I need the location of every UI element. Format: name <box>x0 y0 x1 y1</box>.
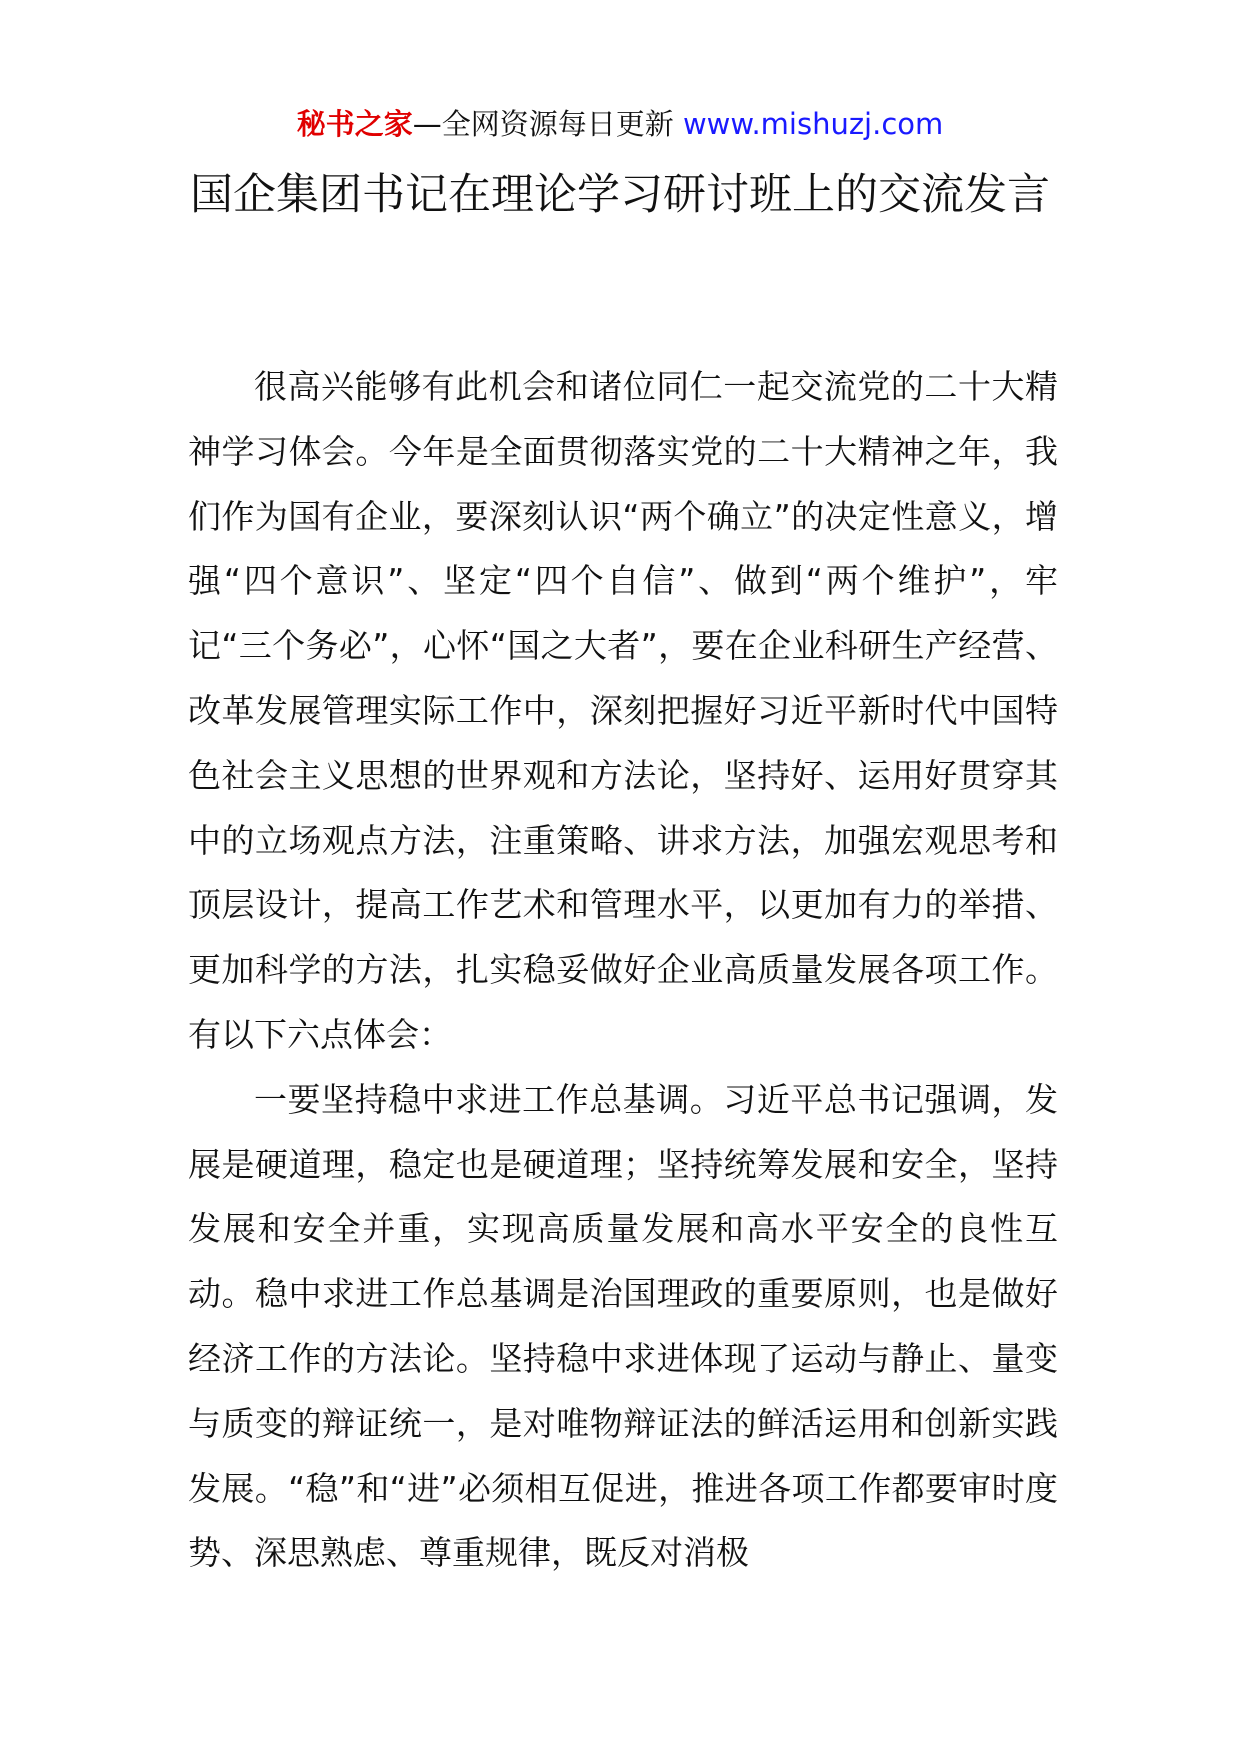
site-url-link[interactable]: www.mishuzj.com <box>682 107 944 141</box>
site-header <box>0 98 1240 150</box>
document-body <box>188 355 1058 1586</box>
paragraph-point-one: 一要坚持稳中求进工作总基调。习近平总书记强调，发展是硬道理，稳定也是硬道理；坚持统筹发展和安全，坚持发展和安全并重，实现高质量发展和高水平安全的良性互动。稳中求进工作总基调是治国理政的重要原则，也是做好经济工作的方法论。坚持稳中求进体现了运动与静止、量变与质变的辩证统一，是对唯物辩证法的鲜活运用和创新实践发展。“稳”和“进”必须相互促进，推进各项工作都要审时度势、深思熟虑、尊重规律，既反对消极 <box>188 1079 1058 1573</box>
document-title: 国企集团书记在理论学习研讨班上的交流发言 <box>190 170 1050 220</box>
paragraph-intro: 很高兴能够有此机会和诸位同仁一起交流党的二十大精神学习体会。今年是全面贯彻落实党的二十大精神之年，我们作为国有企业，要深刻认识“两个确立”的决定性意义，增强“四个意识”、坚定“四个自信”、做到“两个维护”，牢记“三个务必”，心怀“国之大者”，要在企业科研生产经营、改革发展管理实际工作中，深刻把握好习近平新时代中国特色社会主义思想的世界观和方法论，坚持好、运用好贯穿其中的立场观点方法，注重策略、讲求方法，加强宏观思考和顶层设计，提高工作艺术和管理水平，以更加有力的举措、更加科学的方法，扎实稳妥做好企业高质量发展各项工作。有以下六点体会： <box>188 367 1058 1054</box>
site-tagline: —全网资源每日更新 <box>412 107 683 141</box>
site-brand: 秘书之家 <box>296 107 413 141</box>
